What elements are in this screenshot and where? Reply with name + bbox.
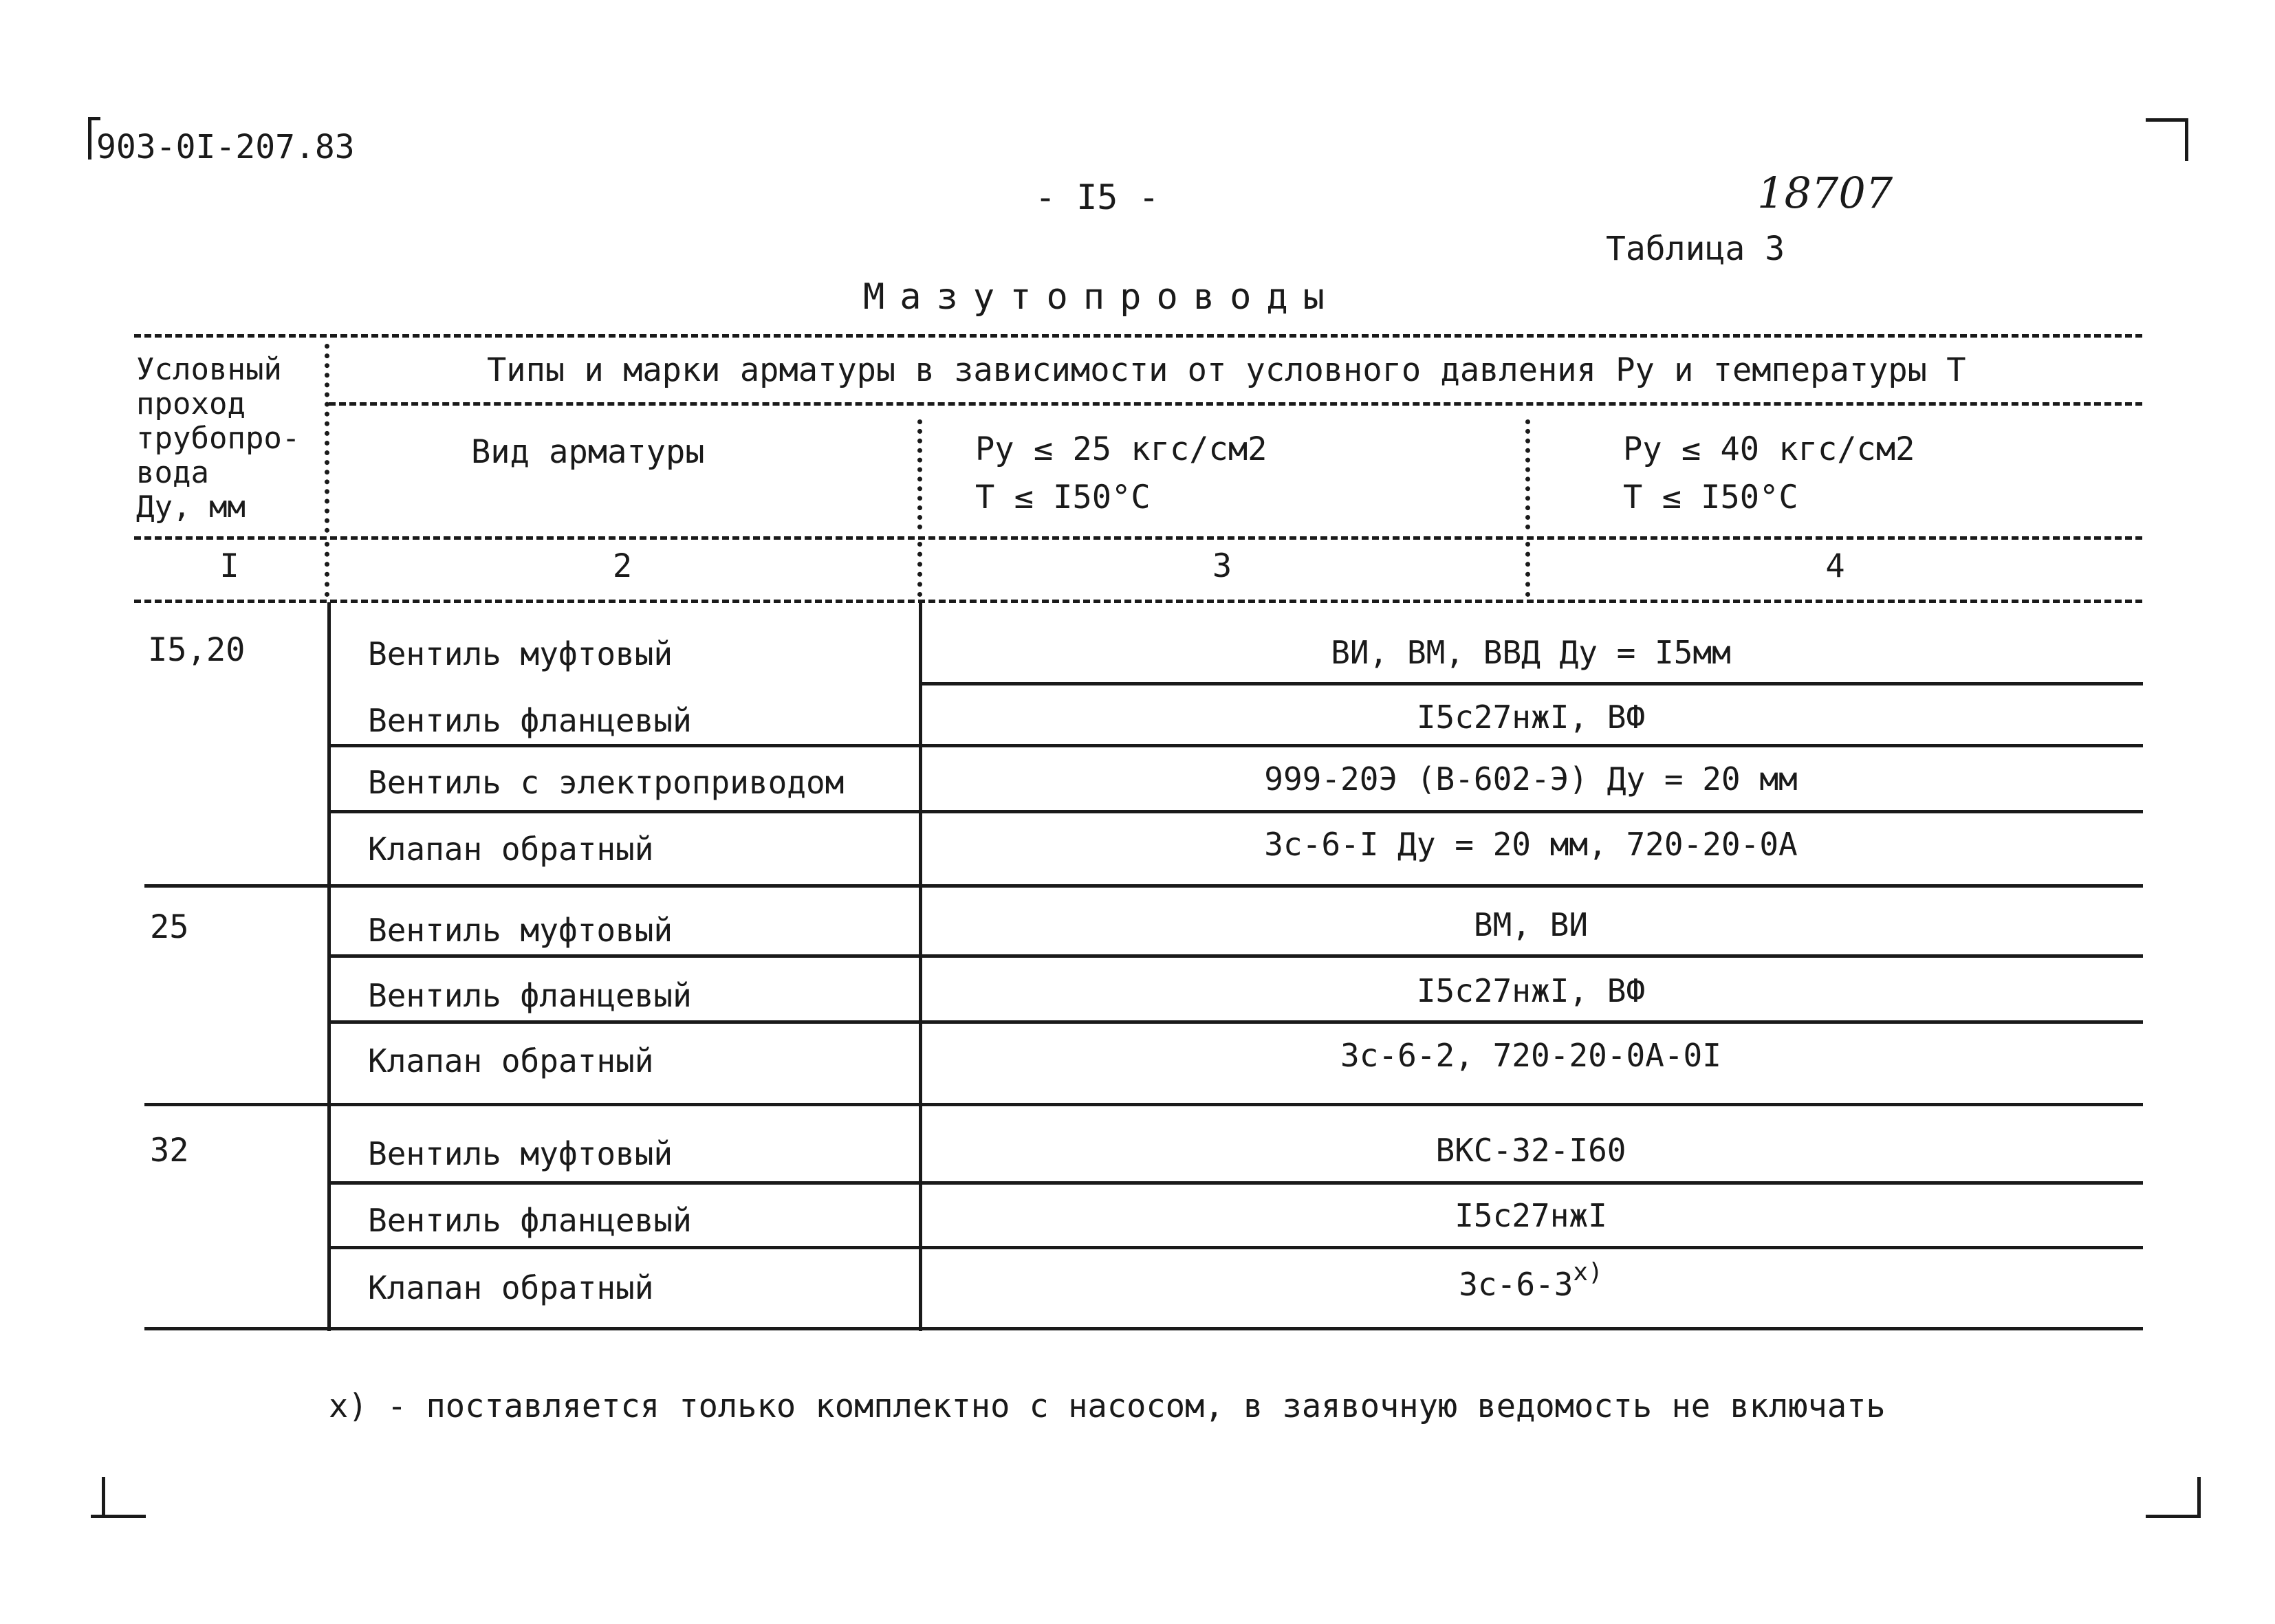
column-number-3: 3 xyxy=(1212,547,1232,585)
fitting-mark: ВКС-32-I60 xyxy=(1435,1132,1626,1169)
header-col4-temperature: Т ≤ I50°С xyxy=(1623,479,1798,516)
document-code: 903-0I-207.83 xyxy=(96,128,355,166)
footnote: х) - поставляется только комплектно с насосом, в заявочную ведомость не включать xyxy=(329,1387,1886,1425)
header-col4-pressure: Ру ≤ 40 кгс/см2 xyxy=(1623,430,1915,468)
table-label: Таблица 3 xyxy=(1606,230,1785,268)
fitting-mark: ВМ, ВИ xyxy=(1473,906,1589,943)
header-col1-line3: трубопро- xyxy=(136,421,301,456)
footnote-marker: х) xyxy=(1573,1258,1603,1286)
fitting-type: Вентиль муфтовый xyxy=(368,912,673,949)
fitting-mark: 3с-6-2, 720-20-0А-0I xyxy=(1340,1037,1721,1074)
header-col1-line1: Условный xyxy=(136,352,282,387)
fitting-type: Клапан обратный xyxy=(368,1042,654,1079)
page-number: - I5 - xyxy=(1035,177,1160,217)
group-du-value: 32 xyxy=(150,1132,189,1170)
header-col3-temperature: Т ≤ I50°С xyxy=(975,479,1151,516)
header-col1-line4: вода xyxy=(136,455,209,490)
fitting-type: Вентиль фланцевый xyxy=(368,1202,692,1239)
column-number-2: 2 xyxy=(612,547,633,585)
fitting-mark: I5с27нжI xyxy=(1455,1197,1607,1234)
fitting-type: Вентиль муфтовый xyxy=(368,1135,673,1172)
fitting-mark: 3с-6-I Ду = 20 мм, 720-20-0А xyxy=(1264,826,1798,863)
header-col2-title: Вид арматуры xyxy=(471,433,705,471)
table-title: Мазутопроводы xyxy=(863,276,1340,318)
fitting-mark: 999-20Э (В-602-Э) Ду = 20 мм xyxy=(1264,760,1798,798)
fitting-type: Клапан обратный xyxy=(368,1269,654,1306)
fitting-type: Клапан обратный xyxy=(368,831,654,868)
group-du-value: I5,20 xyxy=(148,631,246,669)
fitting-type: Вентиль фланцевый xyxy=(368,977,692,1014)
fitting-mark: 3с-6-3 xyxy=(1459,1266,1574,1303)
fitting-mark-cell xyxy=(919,1258,2143,1303)
fitting-mark: I5с27нжI, ВФ xyxy=(1416,972,1646,1009)
header-col1-line2: проход xyxy=(136,386,246,421)
header-col1-line5: Ду, мм xyxy=(136,490,246,525)
handwritten-number: 18707 xyxy=(1757,168,1893,218)
column-number-4: 4 xyxy=(1825,547,1845,585)
fitting-type: Вентиль муфтовый xyxy=(368,635,673,672)
group-du-value: 25 xyxy=(150,908,189,946)
fitting-mark: I5с27нжI, ВФ xyxy=(1416,699,1646,736)
fitting-mark: ВИ, ВМ, ВВД Ду = I5мм xyxy=(1331,634,1731,671)
fitting-type: Вентиль с электроприводом xyxy=(368,764,845,801)
column-number-1: I xyxy=(219,547,239,585)
fitting-type: Вентиль фланцевый xyxy=(368,702,692,739)
header-col3-pressure: Ру ≤ 25 кгс/см2 xyxy=(975,430,1267,468)
header-span-title: Типы и марки арматуры в зависимости от условного давления Ру и температуры Т xyxy=(487,351,1966,389)
